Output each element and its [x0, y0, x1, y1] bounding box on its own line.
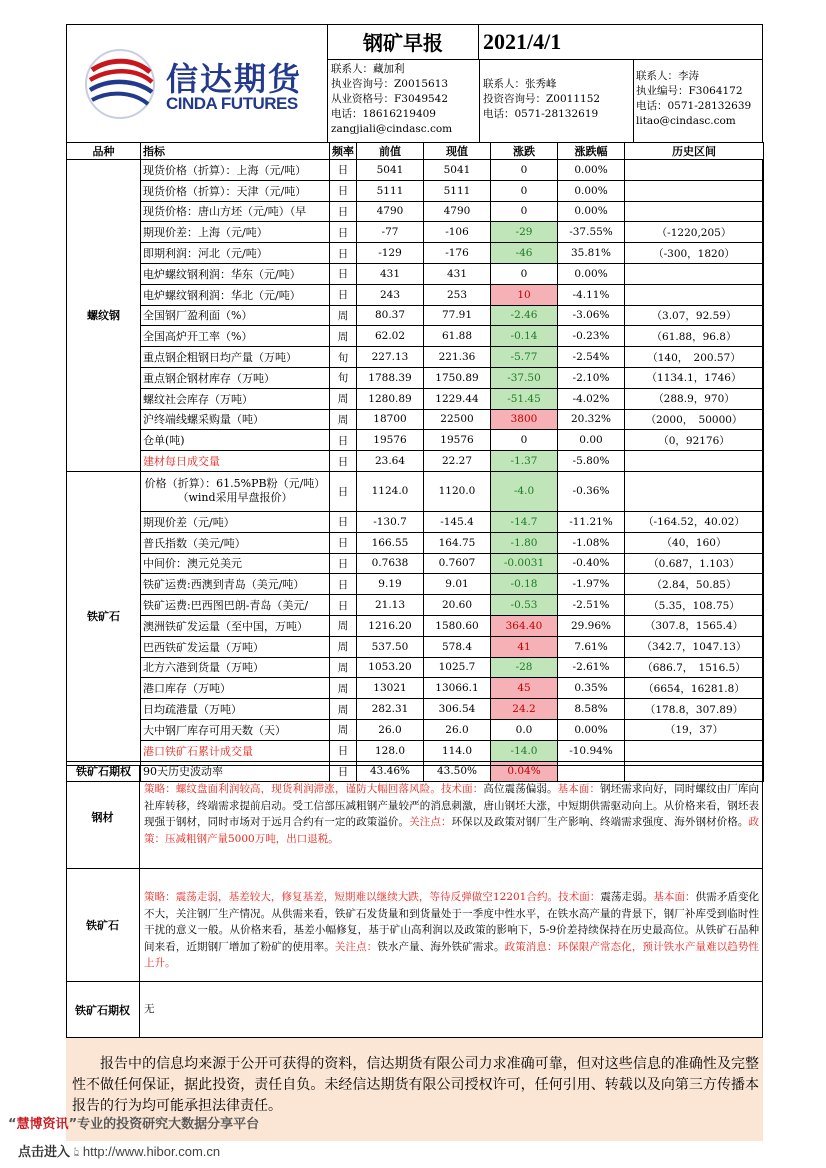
- table-row: [67, 326, 764, 347]
- indicator-name: 全国高炉开工率（%）: [141, 326, 330, 347]
- commentary-segment: 钢坯需求向好，同时螺纹由厂库向社库转移，终端需求提前启动。受工信部压减粗钢产量较严的消息刺激，唐山钢坯大涨，中短期供需驱动向上。从价格来看，钢坯表现强于钢材，同时市场对于远月合约有一定的政策溢价。: [144, 783, 760, 828]
- commentary-segment: 环保以及政策对钢厂生产影响、终端需求强度、海外钢材价格。: [451, 816, 749, 828]
- current-value: 221.36: [424, 347, 491, 368]
- commentary-segment: 铁水产量、海外铁矿需求。: [377, 940, 505, 953]
- indicator-name: 电炉螺纹钢利润：华东（元/吨）: [141, 263, 330, 284]
- category-rebar: 螺纹钢: [67, 160, 141, 472]
- history-range: （686.7， 1516.5）: [625, 657, 764, 678]
- current-value: 9.01: [424, 574, 491, 595]
- table-row: [67, 160, 764, 181]
- table-row: [67, 409, 764, 430]
- history-range: （-1220,205）: [625, 222, 764, 243]
- change-value: -0.53: [491, 595, 558, 616]
- commentary-segment: 策略：螺纹盘面利润较高，现货利润滞涨，谨防大幅回落风险。技术面：: [144, 783, 484, 795]
- current-value: 578.4: [424, 636, 491, 657]
- indicator-name: 铁矿运费:西澳到青岛（美元/吨）: [141, 574, 330, 595]
- commentary-segment: 关注点：: [409, 816, 452, 828]
- change-value: 10: [491, 284, 558, 305]
- watermark-link[interactable]: [18, 1141, 220, 1160]
- indicator-name: 重点钢企钢材库存（万吨）: [141, 367, 330, 388]
- history-range: （19，37）: [625, 719, 764, 740]
- commentary-segment: 策略：震荡走弱，基差较大，修复基差，短期难以继续大跌，等待反弹做空12201合约。技术面：: [144, 891, 601, 903]
- indicator-name: 90天历史波动率: [141, 761, 330, 782]
- change-percent: -37.55%: [558, 222, 625, 243]
- current-value: 1025.7: [424, 657, 491, 678]
- change-value: 0: [491, 201, 558, 222]
- change-value: 0: [491, 263, 558, 284]
- ore-commentary: [144, 889, 759, 972]
- change-value: 0.04%: [491, 761, 558, 782]
- steel-commentary-section: [66, 765, 763, 868]
- current-value: 13066.1: [424, 678, 491, 699]
- previous-value: 18700: [357, 409, 424, 430]
- change-value: -2.46: [491, 305, 558, 326]
- table-row: [67, 222, 764, 243]
- contact-line: 联系人：张秀峰: [483, 78, 557, 90]
- contact-line: 电话：18616219409: [331, 108, 436, 120]
- history-range: [625, 471, 764, 511]
- previous-value: 166.55: [357, 532, 424, 553]
- indicator-name: 铁矿运费:巴西图巴朗-青岛（美元/: [141, 595, 330, 616]
- column-header: 现值: [424, 143, 491, 160]
- indicator-name: 电炉螺纹钢利润：华北（元/吨）: [141, 284, 330, 305]
- change-value: 0: [491, 430, 558, 451]
- column-header: 指标: [141, 143, 330, 160]
- category-iron-ore: 铁矿石: [67, 471, 141, 761]
- column-header: 前值: [357, 143, 424, 160]
- option-commentary: 无: [144, 1003, 155, 1015]
- contact-block: [483, 77, 633, 122]
- frequency-cell: 日: [330, 532, 357, 553]
- previous-value: 9.19: [357, 574, 424, 595]
- contact-line: 电话：0571-28132619: [483, 108, 599, 120]
- previous-value: 243: [357, 284, 424, 305]
- frequency-cell: 周: [330, 678, 357, 699]
- contact-line: 投资咨询号：Z0011152: [483, 93, 601, 105]
- change-percent: 0.00%: [558, 201, 625, 222]
- previous-value: 282.31: [357, 699, 424, 720]
- table-row: [67, 615, 764, 636]
- change-percent: -2.51%: [558, 595, 625, 616]
- current-value: 431: [424, 263, 491, 284]
- change-percent: -4.11%: [558, 284, 625, 305]
- change-value: -46: [491, 243, 558, 264]
- current-value: 253: [424, 284, 491, 305]
- previous-value: 80.37: [357, 305, 424, 326]
- previous-value: 23.64: [357, 451, 424, 472]
- previous-value: 227.13: [357, 347, 424, 368]
- contact-email[interactable]: zangjiali@cindasc.com: [331, 123, 453, 135]
- frequency-cell: 日: [330, 471, 357, 511]
- indicator-name: 日均疏港量（万吨）: [141, 699, 330, 720]
- current-value: 306.54: [424, 699, 491, 720]
- table-row: [67, 263, 764, 284]
- previous-value: 13021: [357, 678, 424, 699]
- table-row: [67, 347, 764, 368]
- history-range: （6654，16281.8）: [625, 678, 764, 699]
- change-value: -1.37: [491, 451, 558, 472]
- change-percent: 29.96%: [558, 615, 625, 636]
- current-value: 1580.60: [424, 615, 491, 636]
- table-row: [67, 574, 764, 595]
- previous-value: 5041: [357, 160, 424, 181]
- previous-value: 19576: [357, 430, 424, 451]
- indicator-table: [66, 142, 764, 782]
- previous-value: 26.0: [357, 719, 424, 740]
- logo-area: [66, 24, 328, 142]
- steel-commentary: [144, 781, 759, 847]
- indicator-name: 即期利润：河北（元/吨）: [141, 243, 330, 264]
- history-range: [625, 284, 764, 305]
- change-value: -29: [491, 222, 558, 243]
- change-percent: 0.00%: [558, 160, 625, 181]
- current-value: 4790: [424, 201, 491, 222]
- history-range: （-300，1820）: [625, 243, 764, 264]
- change-percent: -0.23%: [558, 326, 625, 347]
- indicator-name: 全国钢厂盈利面（%）: [141, 305, 330, 326]
- history-range: （0.687，1.103）: [625, 553, 764, 574]
- change-value: -0.0031: [491, 553, 558, 574]
- current-value: 1229.44: [424, 388, 491, 409]
- table-row: [67, 532, 764, 553]
- previous-value: 1216.20: [357, 615, 424, 636]
- column-header: 涨跌幅: [558, 143, 625, 160]
- change-percent: 0.00%: [558, 719, 625, 740]
- column-header: 历史区间: [625, 143, 764, 160]
- change-percent: -11.21%: [558, 511, 625, 532]
- change-percent: 20.32%: [558, 409, 625, 430]
- history-range: [625, 451, 764, 472]
- contact-divider: [479, 60, 480, 142]
- indicator-name: 现货价格：唐山方坯（元/吨）（早: [141, 201, 330, 222]
- watermark-brand: 慧博资讯: [16, 1117, 69, 1132]
- commentary-segment: 高位震荡偏弱。: [483, 783, 558, 795]
- current-value: -145.4: [424, 511, 491, 532]
- change-percent: -1.97%: [558, 574, 625, 595]
- current-value: 5111: [424, 180, 491, 201]
- change-percent: -3.06%: [558, 305, 625, 326]
- change-value: 24.2: [491, 699, 558, 720]
- table-row: [67, 719, 764, 740]
- contact-line: 联系人：李涛: [636, 70, 699, 82]
- frequency-cell: 旬: [330, 347, 357, 368]
- current-value: -106: [424, 222, 491, 243]
- change-percent: -2.61%: [558, 657, 625, 678]
- current-value: 19576: [424, 430, 491, 451]
- frequency-cell: 周: [330, 388, 357, 409]
- frequency-cell: 周: [330, 657, 357, 678]
- indicator-name: 澳洲铁矿发运量（至中国，万吨）: [141, 615, 330, 636]
- change-value: 41: [491, 636, 558, 657]
- current-value: 0.7607: [424, 553, 491, 574]
- watermark-slogan: [8, 1113, 259, 1132]
- frequency-cell: 日: [330, 553, 357, 574]
- change-percent: -2.54%: [558, 347, 625, 368]
- table-row: [67, 699, 764, 720]
- history-range: （342.7，1047.13）: [625, 636, 764, 657]
- column-header: 频率: [330, 143, 357, 160]
- history-range: （2000， 50000）: [625, 409, 764, 430]
- contact-line: 联系人：藏加利: [331, 63, 405, 75]
- contact-line: 电话：0571-28132639: [636, 100, 752, 112]
- watermark-url[interactable]: http://www.hibor.com.cn: [82, 1144, 221, 1159]
- change-percent: 0.00%: [558, 263, 625, 284]
- previous-value: 0.7638: [357, 553, 424, 574]
- history-range: （178.8，307.89）: [625, 699, 764, 720]
- history-range: （5.35，108.75）: [625, 595, 764, 616]
- contact-line: 执业咨询号：Z0015613: [331, 78, 449, 90]
- change-value: -14.0: [491, 740, 558, 761]
- frequency-cell: 日: [330, 180, 357, 201]
- frequency-cell: 周: [330, 636, 357, 657]
- table-row: [67, 553, 764, 574]
- contact-email[interactable]: litao@cindasc.com: [636, 115, 736, 127]
- indicator-name: 期现价差（元/吨）: [141, 511, 330, 532]
- current-value: 1120.0: [424, 471, 491, 511]
- table-row: [67, 388, 764, 409]
- frequency-cell: 日: [330, 511, 357, 532]
- previous-value: 43.46%: [357, 761, 424, 782]
- history-range: （307.8，1565.4）: [625, 615, 764, 636]
- history-range: （288.9，970）: [625, 388, 764, 409]
- frequency-cell: 日: [330, 284, 357, 305]
- change-value: -5.77: [491, 347, 558, 368]
- current-value: 1750.89: [424, 367, 491, 388]
- change-percent: 0.00%: [558, 180, 625, 201]
- indicator-name: 中间价：澳元兑美元: [141, 553, 330, 574]
- indicator-name: 重点钢企粗钢日均产量（万吨）: [141, 347, 330, 368]
- frequency-cell: 日: [330, 761, 357, 782]
- commentary-segment: 关注点：: [334, 940, 378, 953]
- frequency-cell: 周: [330, 409, 357, 430]
- ore-commentary-section: [66, 868, 763, 981]
- frequency-cell: 日: [330, 201, 357, 222]
- column-header: 涨跌: [491, 143, 558, 160]
- section-label: 铁矿石期权: [66, 982, 140, 1037]
- table-row: [67, 657, 764, 678]
- previous-value: -77: [357, 222, 424, 243]
- frequency-cell: 周: [330, 326, 357, 347]
- cinda-logo-icon: [80, 44, 160, 124]
- history-range: （3.07，92.59）: [625, 305, 764, 326]
- current-value: -176: [424, 243, 491, 264]
- current-value: 77.91: [424, 305, 491, 326]
- change-percent: 0.35%: [558, 678, 625, 699]
- logo-text-en: CINDA FUTURES: [166, 94, 298, 113]
- change-percent: -10.94%: [558, 740, 625, 761]
- change-value: -37.50: [491, 367, 558, 388]
- current-value: 43.50%: [424, 761, 491, 782]
- frequency-cell: 旬: [330, 367, 357, 388]
- cursor-icon: 👆︎: [73, 1144, 80, 1159]
- previous-value: 128.0: [357, 740, 424, 761]
- report-title: 钢矿早报: [328, 24, 479, 60]
- current-value: 22.27: [424, 451, 491, 472]
- history-range: （0，92176）: [625, 430, 764, 451]
- contact-divider: [633, 60, 634, 142]
- history-range: （1134.1，1746）: [625, 367, 764, 388]
- change-percent: 35.81%: [558, 243, 625, 264]
- change-percent: 0.00: [558, 430, 625, 451]
- previous-value: 431: [357, 263, 424, 284]
- frequency-cell: 周: [330, 719, 357, 740]
- watermark-tagline: ”专业的投资研究大数据分享平台: [68, 1117, 260, 1132]
- indicator-name: 螺纹社会库存（万吨）: [141, 388, 330, 409]
- commentary-segment: 政策：压减粗钢产量5000万吨，出口退税。: [144, 816, 760, 845]
- frequency-cell: 日: [330, 263, 357, 284]
- previous-value: 1280.89: [357, 388, 424, 409]
- history-range: [625, 740, 764, 761]
- current-value: 20.60: [424, 595, 491, 616]
- change-percent: -5.80%: [558, 451, 625, 472]
- indicator-name: 现货价格（折算）：天津（元/吨）: [141, 180, 330, 201]
- table-row: [67, 305, 764, 326]
- history-range: （140， 200.57）: [625, 347, 764, 368]
- contact-line: 从业资格号：F3049542: [331, 93, 449, 105]
- commentary-segment: 震荡走弱。: [600, 891, 654, 903]
- current-value: 114.0: [424, 740, 491, 761]
- change-value: -28: [491, 657, 558, 678]
- previous-value: 537.50: [357, 636, 424, 657]
- current-value: 26.0: [424, 719, 491, 740]
- change-percent: -0.36%: [558, 471, 625, 511]
- table-row: [67, 636, 764, 657]
- section-label: 钢材: [66, 766, 140, 868]
- current-value: 22500: [424, 409, 491, 430]
- change-value: -1.80: [491, 532, 558, 553]
- table-row: [67, 471, 764, 511]
- previous-value: 1788.39: [357, 367, 424, 388]
- frequency-cell: 日: [330, 430, 357, 451]
- category-iron-ore-option: 铁矿石期权: [67, 761, 141, 782]
- indicator-name: 仓单(吨): [141, 430, 330, 451]
- history-range: [625, 201, 764, 222]
- previous-value: -130.7: [357, 511, 424, 532]
- commentary-segment: 政策消息：环保限产常态化，预计铁水产量难以趋势性上升。: [144, 940, 760, 969]
- commentary-segment: 供需矛盾变化不大，关注钢厂生产情况。从供需来看，铁矿石发货量和到货量处于一季度中性水平，在铁水高产量的背景下，钢厂补库受到临时性干扰的意义一般。从价格来看，基差小幅修复，基于矿山高利润以及政策的影响下，5-9价差持续保持在历史最高位。从铁矿石品种间来看，近期钢厂增加了粉矿的使用率。: [144, 891, 760, 953]
- indicator-name: 大中钢厂库存可用天数（天）: [141, 719, 330, 740]
- change-percent: -2.10%: [558, 367, 625, 388]
- frequency-cell: 日: [330, 222, 357, 243]
- frequency-cell: 日: [330, 160, 357, 181]
- history-range: （2.84，50.85）: [625, 574, 764, 595]
- indicator-name: 期现价差：上海（元/吨）: [141, 222, 330, 243]
- history-range: [625, 180, 764, 201]
- column-header: 品种: [67, 143, 141, 160]
- table-row: [67, 367, 764, 388]
- frequency-cell: 周: [330, 305, 357, 326]
- history-range: [625, 263, 764, 284]
- table-row: [67, 180, 764, 201]
- contact-block: [331, 62, 479, 137]
- change-percent: 8.58%: [558, 699, 625, 720]
- indicator-name: 北方六港到货量（万吨）: [141, 657, 330, 678]
- frequency-cell: 日: [330, 740, 357, 761]
- indicator-name: 沪终端线螺采购量（吨）: [141, 409, 330, 430]
- frequency-cell: 日: [330, 451, 357, 472]
- contact-line: 执业编号：F3064172: [636, 85, 743, 97]
- table-row: [67, 511, 764, 532]
- change-value: 364.40: [491, 615, 558, 636]
- previous-value: 62.02: [357, 326, 424, 347]
- frequency-cell: 日: [330, 243, 357, 264]
- history-range: （-164.52，40.02）: [625, 511, 764, 532]
- frequency-cell: 周: [330, 699, 357, 720]
- previous-value: 1124.0: [357, 471, 424, 511]
- frequency-cell: 周: [330, 615, 357, 636]
- previous-value: -129: [357, 243, 424, 264]
- change-percent: 7.61%: [558, 636, 625, 657]
- commentary-segment: 基本面：: [653, 891, 696, 903]
- watermark-quote: “: [8, 1117, 17, 1132]
- previous-value: 4790: [357, 201, 424, 222]
- watermark-click-label: 点击进入: [18, 1144, 71, 1159]
- change-percent: -4.02%: [558, 388, 625, 409]
- table-row: [67, 595, 764, 616]
- previous-value: 5111: [357, 180, 424, 201]
- current-value: 5041: [424, 160, 491, 181]
- change-value: -4.0: [491, 471, 558, 511]
- change-value: 0: [491, 160, 558, 181]
- contact-block: [636, 69, 762, 129]
- indicator-name: 现货价格（折算）：上海（元/吨）: [141, 160, 330, 181]
- table-row: [67, 201, 764, 222]
- table-header-row: [67, 143, 764, 160]
- table-row: [67, 451, 764, 472]
- history-range: （61.88，96.8）: [625, 326, 764, 347]
- frequency-cell: 日: [330, 574, 357, 595]
- change-value: -0.18: [491, 574, 558, 595]
- option-commentary-section: [66, 981, 763, 1037]
- disclaimer-text: 报告中的信息均来源于公开可获得的资料，信达期货有限公司力求准确可靠，但对这些信息的准确性及完整性不做任何保证，据此投资，责任自负。未经信达期货有限公司授权许可，任何引用、转载以及向第三方传播本报告的行为均可能承担法律责任。: [72, 1056, 759, 1114]
- change-value: 0.0: [491, 719, 558, 740]
- change-value: 0: [491, 180, 558, 201]
- table-row: [67, 740, 764, 761]
- change-value: -51.45: [491, 388, 558, 409]
- table-row: [67, 243, 764, 264]
- change-value: 3800: [491, 409, 558, 430]
- change-value: -14.7: [491, 511, 558, 532]
- indicator-name: 巴西铁矿发运量（万吨）: [141, 636, 330, 657]
- previous-value: 21.13: [357, 595, 424, 616]
- previous-value: 1053.20: [357, 657, 424, 678]
- current-value: 61.88: [424, 326, 491, 347]
- change-value: -0.14: [491, 326, 558, 347]
- frequency-cell: 日: [330, 595, 357, 616]
- history-range: [625, 160, 764, 181]
- change-percent: -0.40%: [558, 553, 625, 574]
- report-date: 2021/4/1: [479, 24, 763, 60]
- indicator-name: 港口库存（万吨）: [141, 678, 330, 699]
- section-label: 铁矿石: [66, 869, 140, 981]
- indicator-name: 港口铁矿石累计成交量: [141, 740, 330, 761]
- logo-text-cn: 信达期货: [166, 60, 303, 98]
- current-value: 164.75: [424, 532, 491, 553]
- history-range: （40，160）: [625, 532, 764, 553]
- indicator-name: 价格（折算）：61.5%PB粉（元/吨）（wind采用早盘报价）: [141, 471, 330, 511]
- change-value: 45: [491, 678, 558, 699]
- table-row: [67, 430, 764, 451]
- indicator-name: 普氏指数（美元/吨）: [141, 532, 330, 553]
- change-percent: -1.08%: [558, 532, 625, 553]
- table-row: [67, 678, 764, 699]
- indicator-name: 建材每日成交量: [141, 451, 330, 472]
- table-row: [67, 284, 764, 305]
- commentary-segment: 基本面：: [557, 783, 601, 795]
